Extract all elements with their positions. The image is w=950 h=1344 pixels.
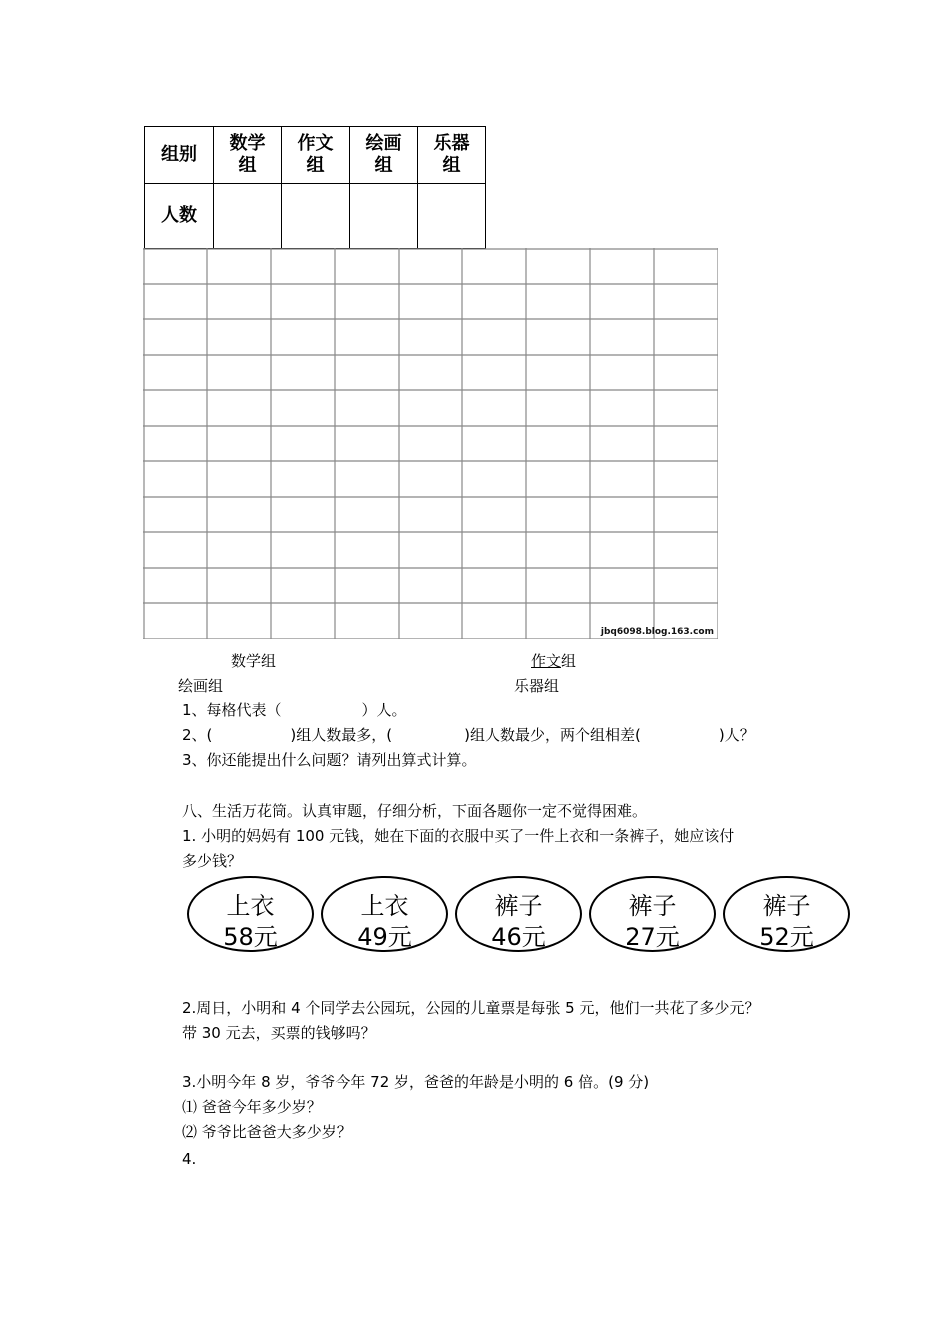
q2-text-d: )人？	[718, 726, 755, 744]
clothing-item-oval	[321, 876, 448, 952]
header-label-line: 乐器	[433, 133, 470, 154]
header-label-line: 组	[374, 155, 393, 176]
row-label: 人数	[161, 205, 197, 226]
clothing-item-oval	[723, 876, 850, 952]
label-writing-post: 组	[561, 652, 577, 670]
problem-2-line-1: 2.周日，小明和 4 个同学去公园玩，公园的儿童票是每张 5 元，他们一共花了多少元？	[182, 999, 760, 1017]
watermark: jbq6098.blog.163.com	[600, 627, 714, 637]
item-name: 上衣	[360, 892, 409, 920]
bar-chart-grid	[143, 248, 718, 639]
problem-3-sub-1: ⑴ 爸爸今年多少岁？	[182, 1098, 322, 1116]
header-label-line: 组	[442, 155, 461, 176]
table-header-cell	[418, 127, 486, 184]
clothing-item-oval	[589, 876, 716, 952]
label-music-group: 乐器组	[514, 677, 560, 695]
problem-3-line-1: 3.小明今年 8 岁，爷爷今年 72 岁，爸爸的年龄是小明的 6 倍。(9 分)	[182, 1073, 650, 1091]
problem-2-line-2: 带 30 元去，买票的钱够吗？	[182, 1024, 376, 1042]
question-3: 3、你还能提出什么问题？请列出算式计算。	[182, 751, 477, 769]
row-label-cell	[145, 184, 214, 249]
item-name: 裤子	[494, 892, 543, 920]
item-name: 上衣	[226, 892, 275, 920]
problem-1-line-1: 1. 小明的妈妈有 100 元钱，她在下面的衣服中买了一件上衣和一条裤子，她应该付	[182, 827, 735, 845]
q2-text-c: )组人数最少，两个组相差(	[464, 726, 641, 744]
item-price: 49元	[357, 923, 412, 951]
header-label: 组别	[161, 144, 197, 165]
label-writing-underlined: 作文	[531, 652, 562, 670]
answer-cell[interactable]	[214, 184, 282, 249]
group-count-table	[144, 126, 486, 249]
q2-text-a: 2、(	[182, 726, 213, 744]
question-1	[182, 700, 407, 720]
answer-cell[interactable]	[418, 184, 486, 249]
q2-text-b: )组人数最多，(	[290, 726, 393, 744]
answer-cell[interactable]	[282, 184, 350, 249]
header-label-line: 绘画	[365, 133, 402, 154]
header-label-line: 组	[306, 155, 325, 176]
q1-text-a: 1、每格代表（	[182, 701, 282, 719]
problem-1-line-2: 多少钱？	[182, 852, 243, 870]
item-price: 46元	[491, 923, 546, 951]
item-price: 27元	[625, 923, 680, 951]
header-label-line: 组	[238, 155, 257, 176]
item-name: 裤子	[628, 892, 677, 920]
table-header-cell	[350, 127, 418, 184]
problem-4: 4.	[182, 1150, 197, 1168]
table-header-cell	[214, 127, 282, 184]
answer-cell[interactable]	[350, 184, 418, 249]
table-header-row	[145, 127, 486, 184]
item-price: 58元	[223, 923, 278, 951]
problem-3-sub-2: ⑵ 爷爷比爸爸大多少岁？	[182, 1123, 352, 1141]
label-drawing-group: 绘画组	[178, 677, 224, 695]
table-row	[145, 184, 486, 249]
header-label-line: 数学	[229, 133, 266, 154]
q1-text-b: ）人。	[361, 701, 407, 719]
clothing-item-oval	[187, 876, 314, 952]
question-2	[182, 725, 755, 745]
table-header-cell	[282, 127, 350, 184]
clothing-item-oval	[455, 876, 582, 952]
table-header-cell	[145, 127, 214, 184]
label-math-group: 数学组	[231, 652, 277, 670]
item-name: 裤子	[762, 892, 811, 920]
item-price: 52元	[759, 923, 814, 951]
grid-lines	[143, 248, 718, 639]
header-label-line: 作文	[297, 133, 334, 154]
label-writing-group	[531, 651, 576, 671]
section-8-title: 八、生活万花筒。认真审题，仔细分析，下面各题你一定不觉得困难。	[182, 802, 648, 820]
